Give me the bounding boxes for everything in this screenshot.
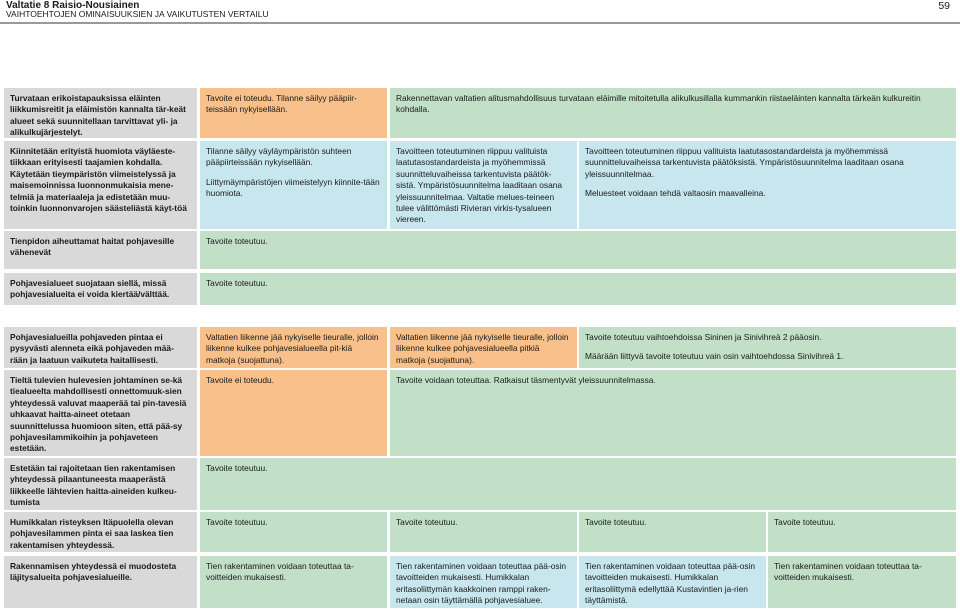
table-cell <box>579 141 956 229</box>
page-header <box>0 0 960 34</box>
table-cell: Tavoite toteutuu. <box>390 512 577 552</box>
row-label: Estetään tai rajoitetaan tien rakentamisen yhteydessä pilaantuneesta maaperästä liikkeelle lähtevien haitta-aineiden kulkeu-tumista <box>4 458 197 510</box>
table-cell: Tien rakentaminen voidaan toteuttaa ta-voitteiden mukaisesti. <box>200 556 387 608</box>
row-label: Kiinnitetään erityistä huomiota väyläeste-tiikkaan erityisesti taajamien kohdalla. Käytetään tieympäristön viimeistelyssä ja maisemoinnissa luonnonmukaisia mene-telmiä ja materiaaleja ja edistetään muu-toinkin luonnonvarojen säästeliästä käyt-töä <box>4 141 197 229</box>
header-divider <box>0 22 960 24</box>
table-cell: Tavoitteen toteutuminen riippuu valituista laatutasostandardeista ja myöhemmissä suunnitteluvaiheissa tarkentuvista päätök-sistä. Ympäristösuunnitelma laaditaan osana yleissuunnitelmaa. Valtatie melues-teineen tulee välittömästi Rivieran virkis-tysalueen viereen. <box>390 141 577 229</box>
row-label: Tieltä tulevien hulevesien johtaminen se-kä tiealueelta mahdollisesti onnettomuuk-sien yhteydessä valuvat maaperää tai pin-tavesiä uhkaavat haitta-aineet otetaan suunnittelussa huomioon siten, että pää-sy pohjavesilammikoihin ja pohjaveteen estetään. <box>4 370 197 456</box>
table-cell: Tavoite toteutuu. <box>200 273 956 305</box>
document-subtitle: VAIHTOEHTOJEN OMINAISUUKSIEN JA VAIKUTUSTEN VERTAILU <box>6 9 269 19</box>
cell-paragraph: Tavoite toteutuu vaihtoehdoissa Sininen ja Sinivihreä 2 pääosin. <box>585 332 822 342</box>
table-cell: Tavoite ei toteudu. <box>200 370 387 456</box>
table-cell: Tien rakentaminen voidaan toteuttaa pää-osin tavoitteiden mukaisesti. Humikkalan eritasoliittymä edellyttää Kustavintien ja-rien täyttämistä. <box>579 556 766 608</box>
cell-paragraph: Tilanne säilyy väyläympäristön suhteen pääpiirteissään nykyisellään. <box>206 146 352 168</box>
table-cell <box>200 141 387 229</box>
table-cell: Rakennettavan valtatien alitusmahdollisuus turvataan eläimille mitoitetulla alikulkusillalla kummankin riistaeläinten kannalta tärkeän kulkureitin kohdalla. <box>390 88 956 138</box>
table-cell: Valtatien liikenne jää nykyiselle tieuralle, jolloin liikenne kulkee pohjavesialueella pit-kiä matkoja (suojattuna). <box>200 327 387 368</box>
table-cell: Tavoite voidaan toteuttaa. Ratkaisut täsmentyvät yleissuunnitelmassa. <box>390 370 956 456</box>
table-cell: Tavoite toteutuu. <box>768 512 956 552</box>
cell-paragraph: Määrään liittyvä tavoite toteutuu vain osin vaihtoehdossa Sinivihreä 1. <box>585 351 844 362</box>
table-cell <box>579 327 956 368</box>
table-cell: Tavoite ei toteudu. Tilanne säilyy pääpiir-teissään nykyisellään. <box>200 88 387 138</box>
table-cell: Tavoite toteutuu. <box>200 512 387 552</box>
cell-paragraph: Liittymäympäristöjen viimeistelyyn kiinnite-tään huomiota. <box>206 176 380 199</box>
row-label: Tienpidon aiheuttamat haitat pohjavesille vähenevät <box>4 231 197 269</box>
document-title: Valtatie 8 Raisio-Nousiainen <box>6 0 140 11</box>
row-label: Pohjavesialueilla pohjaveden pintaa ei pysyvästi alenneta eikä pohjaveden mää-rään ja laatuun vaikuteta haitallisesti. <box>4 327 197 368</box>
table-cell: Valtatien liikenne jää nykyiselle tieuralle, jolloin liikenne kulkee pohjavesialueella pitkiä matkoja (suojattuna). <box>390 327 577 368</box>
row-label: Pohjavesialueet suojataan siellä, missä pohjavesialueita ei voida kiertää/välttää. <box>4 273 197 305</box>
table-cell: Tien rakentaminen voidaan toteuttaa ta-voitteiden mukaisesti. <box>768 556 956 608</box>
table-cell: Tavoite toteutuu. <box>200 231 956 269</box>
table-cell: Tien rakentaminen voidaan toteuttaa pää-osin tavoitteiden mukaisesti. Humikkalan eritasoliittymän kaakkoinen ramppi raken-netaan osin täyttämällä pohjavesialuee. <box>390 556 577 608</box>
row-label: Turvataan erikoistapauksissa eläinten liikkumisreitit ja eläimistön kannalta tär-keät alueet sekä suunnitellaan tarvittavat yli- ja alikulkujärjestelyt. <box>4 88 197 138</box>
cell-paragraph: Tavoitteen toteutuminen riippuu valituista laatutasostandardeista ja myöhemmissä suunnitteluvaiheissa tarkentuvista päätöksistä. Ympäristösuunnitelma laaditaan osana yleissuunnitelmaa. <box>585 146 904 179</box>
row-label: Rakennamisen yhteydessä ei muodosteta läjitysalueita pohjavesialueille. <box>4 556 197 608</box>
table-cell: Tavoite toteutuu. <box>579 512 766 552</box>
page-number: 59 <box>938 0 950 12</box>
cell-paragraph: Meluesteet voidaan tehdä valtaosin maavalleina. <box>585 188 766 199</box>
table-cell: Tavoite toteutuu. <box>200 458 956 510</box>
row-label: Humikkalan risteyksen Itäpuolella olevan pohjavesilammen pinta ei saa laskea tien rakentamisen yhteydessä. <box>4 512 197 552</box>
